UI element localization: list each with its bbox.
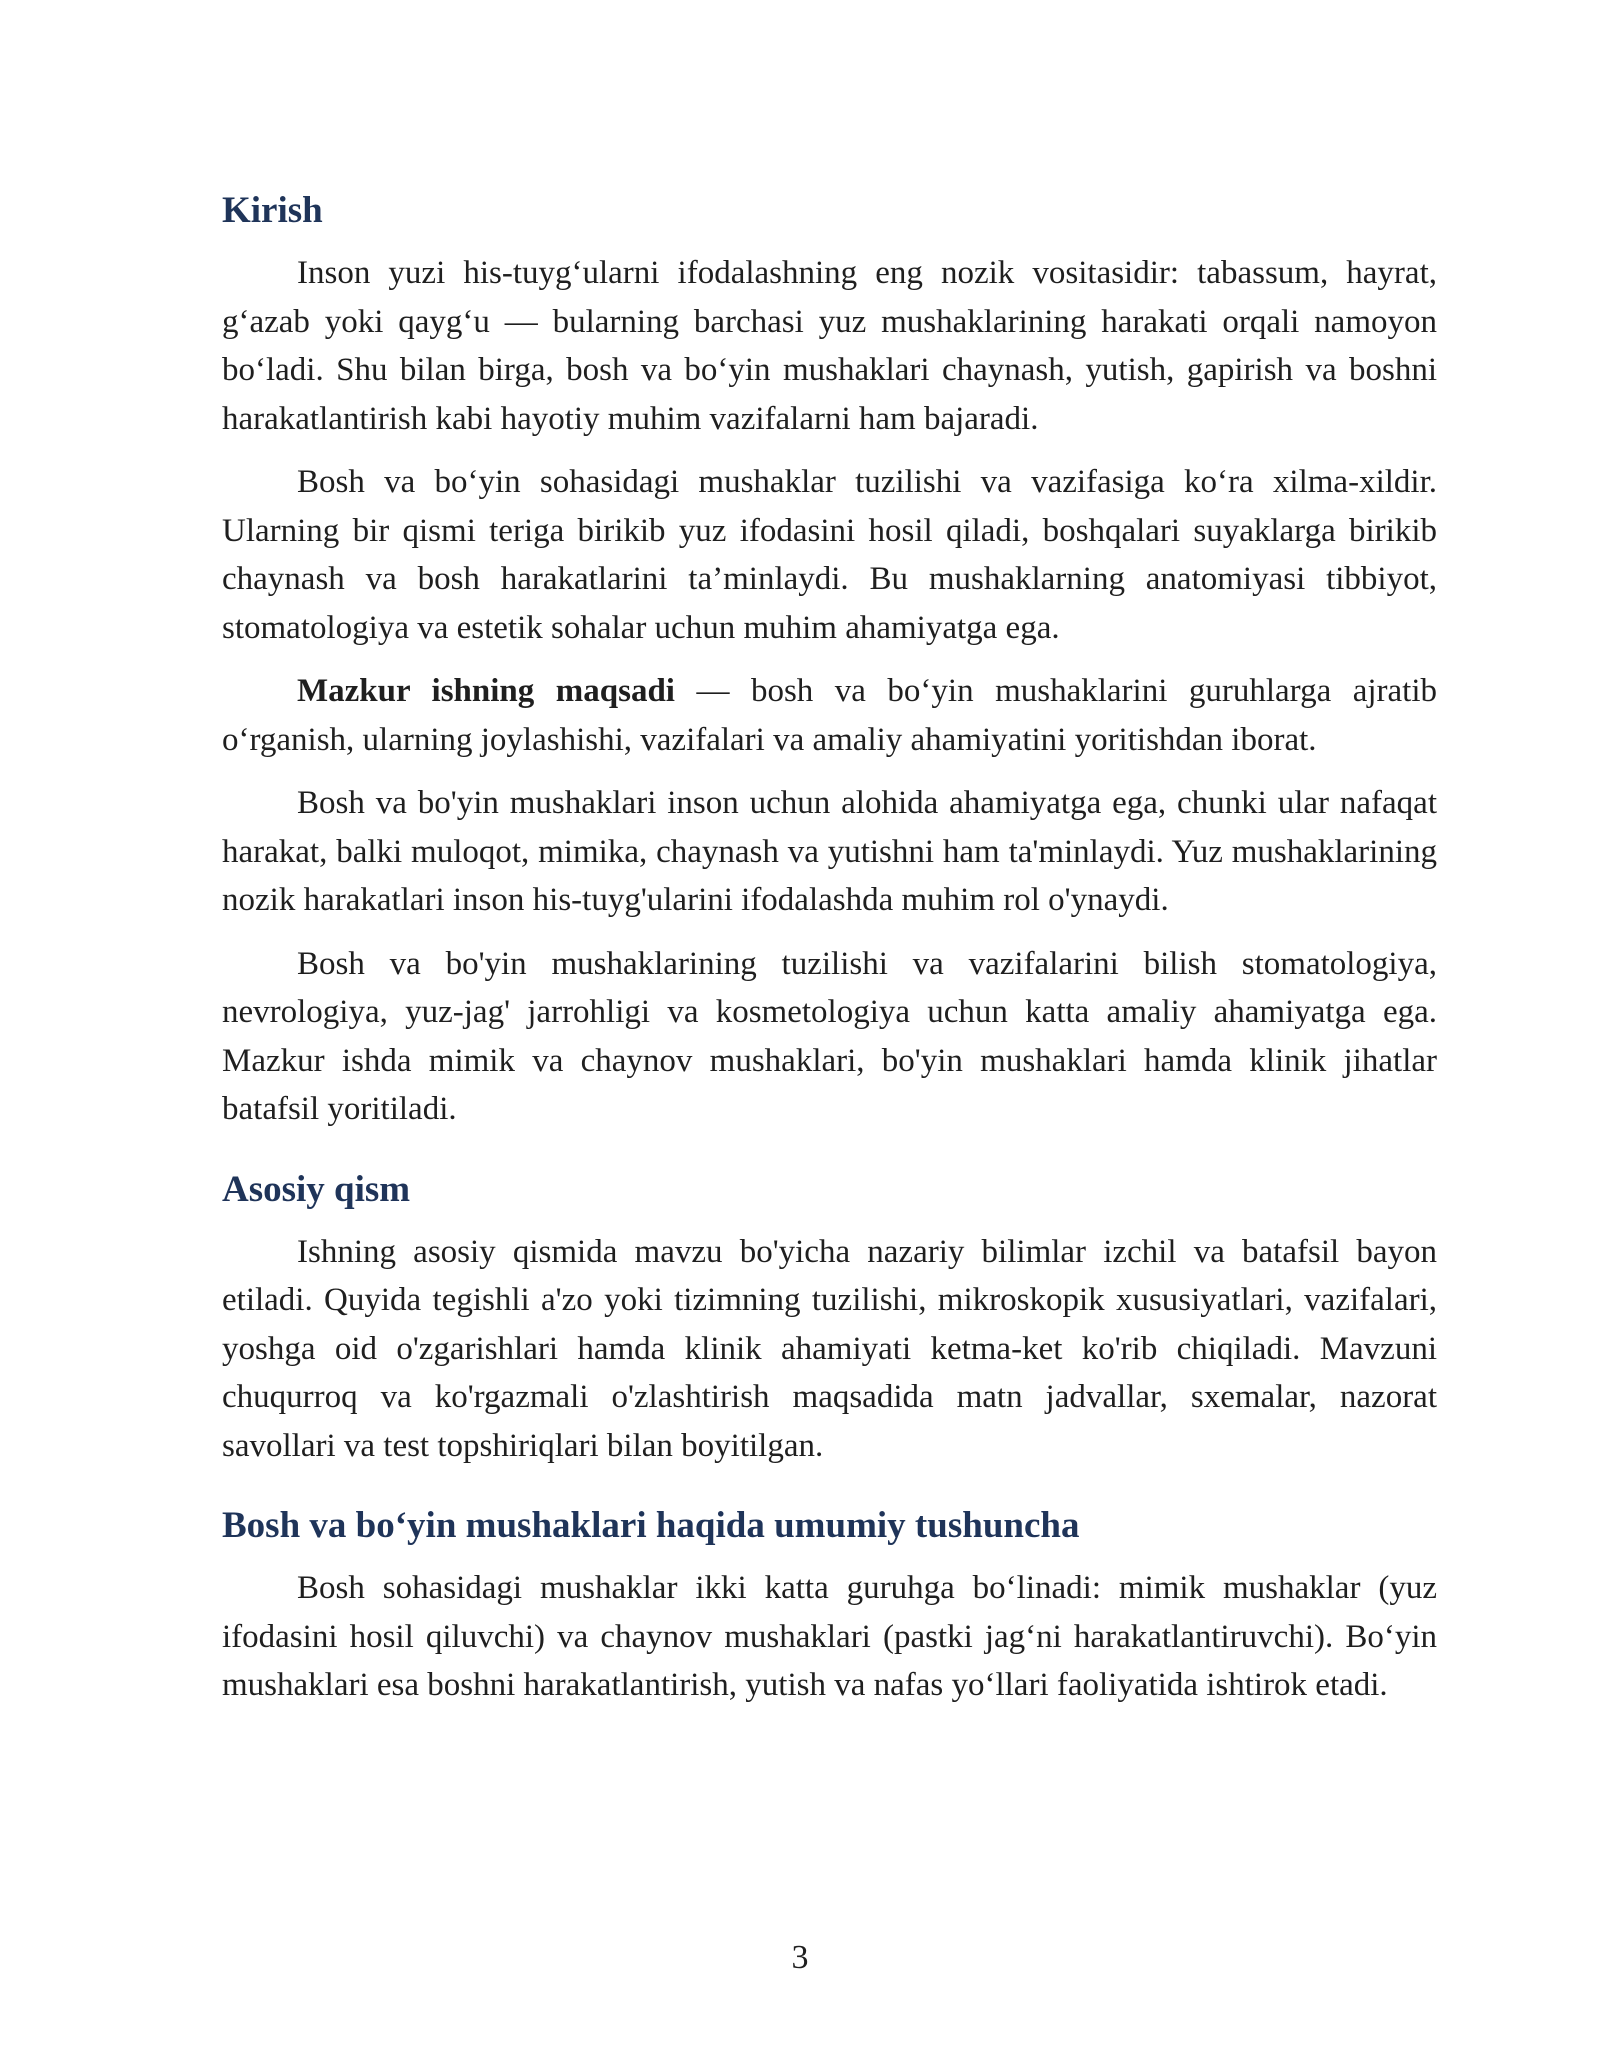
paragraph: Bosh va bo‘yin sohasidagi mushaklar tuzilishi va vazifasiga ko‘ra xilma-xildir. Ularning bir qismi teriga birikib yuz ifodasini hosil qiladi, boshqalari suyaklarga birikib chaynash va bosh harakatlarini ta’minlaydi. Bu mushaklarning anatomiyasi tibbiyot, stomatologiya va estetik sohalar uchun muhim ahamiyatga ega. — [222, 464, 1437, 646]
page-number: 3 — [791, 1939, 809, 1976]
section-heading-asosiy-qism: Asosiy qism — [222, 1168, 411, 1210]
paragraph: Inson yuzi his-tuyg‘ularni ifodalashning eng nozik vositasidir: tabassum, hayrat, g‘azab yoki qayg‘u — bularning barchasi yuz mushaklarining harakati orqali namoyon bo‘ladi. Shu bilan birga, bosh va bo‘yin mushaklari chaynash, yutish, gapirish va boshni harakatlantirish kabi hayotiy muhim vazifalarni ham bajaradi. — [222, 255, 1437, 437]
page-content — [222, 185, 1437, 1725]
aim-text: — bosh va bo‘yin mushaklarini guruhlarga ajratib o‘rganish, ularning joylashishi, vazifalari va amaliy ahamiyatini yoritishdan iborat. — [222, 673, 1437, 758]
aim-paragraph — [222, 667, 1437, 764]
section-heading-kirish: Kirish — [222, 190, 323, 231]
paragraph: Bosh va bo'yin mushaklarining tuzilishi va vazifalarini bilish stomatologiya, nevrologiya, yuz-jag' jarrohligi va kosmetologiya uchun katta amaliy ahamiyatga ega. Mazkur ishda mimik va chaynov mushaklari, bo'yin mushaklari hamda klinik jihatlar batafsil yoritiladi. — [222, 945, 1437, 1127]
paragraph: Bosh va bo'yin mushaklari inson uchun alohida ahamiyatga ega, chunki ular nafaqat harakat, balki muloqot, mimika, chaynash va yutishni ham ta'minlaydi. Yuz mushaklarining nozik harakatlari inson his-tuyg'ularini ifodalashda muhim rol o'ynaydi. — [222, 785, 1437, 918]
paragraph: Bosh sohasidagi mushaklar ikki katta guruhga bo‘linadi: mimik mushaklar (yuz ifodasini hosil qiluvchi) va chaynov mushaklari (pastki jag‘ni harakatlantiruvchi). Bo‘yin mushaklari esa boshni harakatlantirish, yutish va nafas yo‘llari faoliyatida ishtirok etadi. — [222, 1570, 1437, 1703]
section-heading-umumiy-tushuncha: Bosh va bo‘yin mushaklari haqida umumiy tushuncha — [222, 1505, 1080, 1546]
aim-label: Mazkur ishning maqsadi — [297, 673, 675, 709]
paragraph: Ishning asosiy qismida mavzu bo'yicha nazariy bilimlar izchil va batafsil bayon etiladi. Quyida tegishli a'zo yoki tizimning tuzilishi, mikroskopik xususiyatlari, vazifalari, yoshga oid o'zgarishlari hamda klinik ahamiyati ketma-ket ko'rib chiqiladi. Mavzuni chuqurroq va ko'rgazmali o'zlashtirish maqsadida matn jadvallar, sxemalar, nazorat savollari va test topshiriqlari bilan boyitilgan. — [222, 1233, 1437, 1464]
